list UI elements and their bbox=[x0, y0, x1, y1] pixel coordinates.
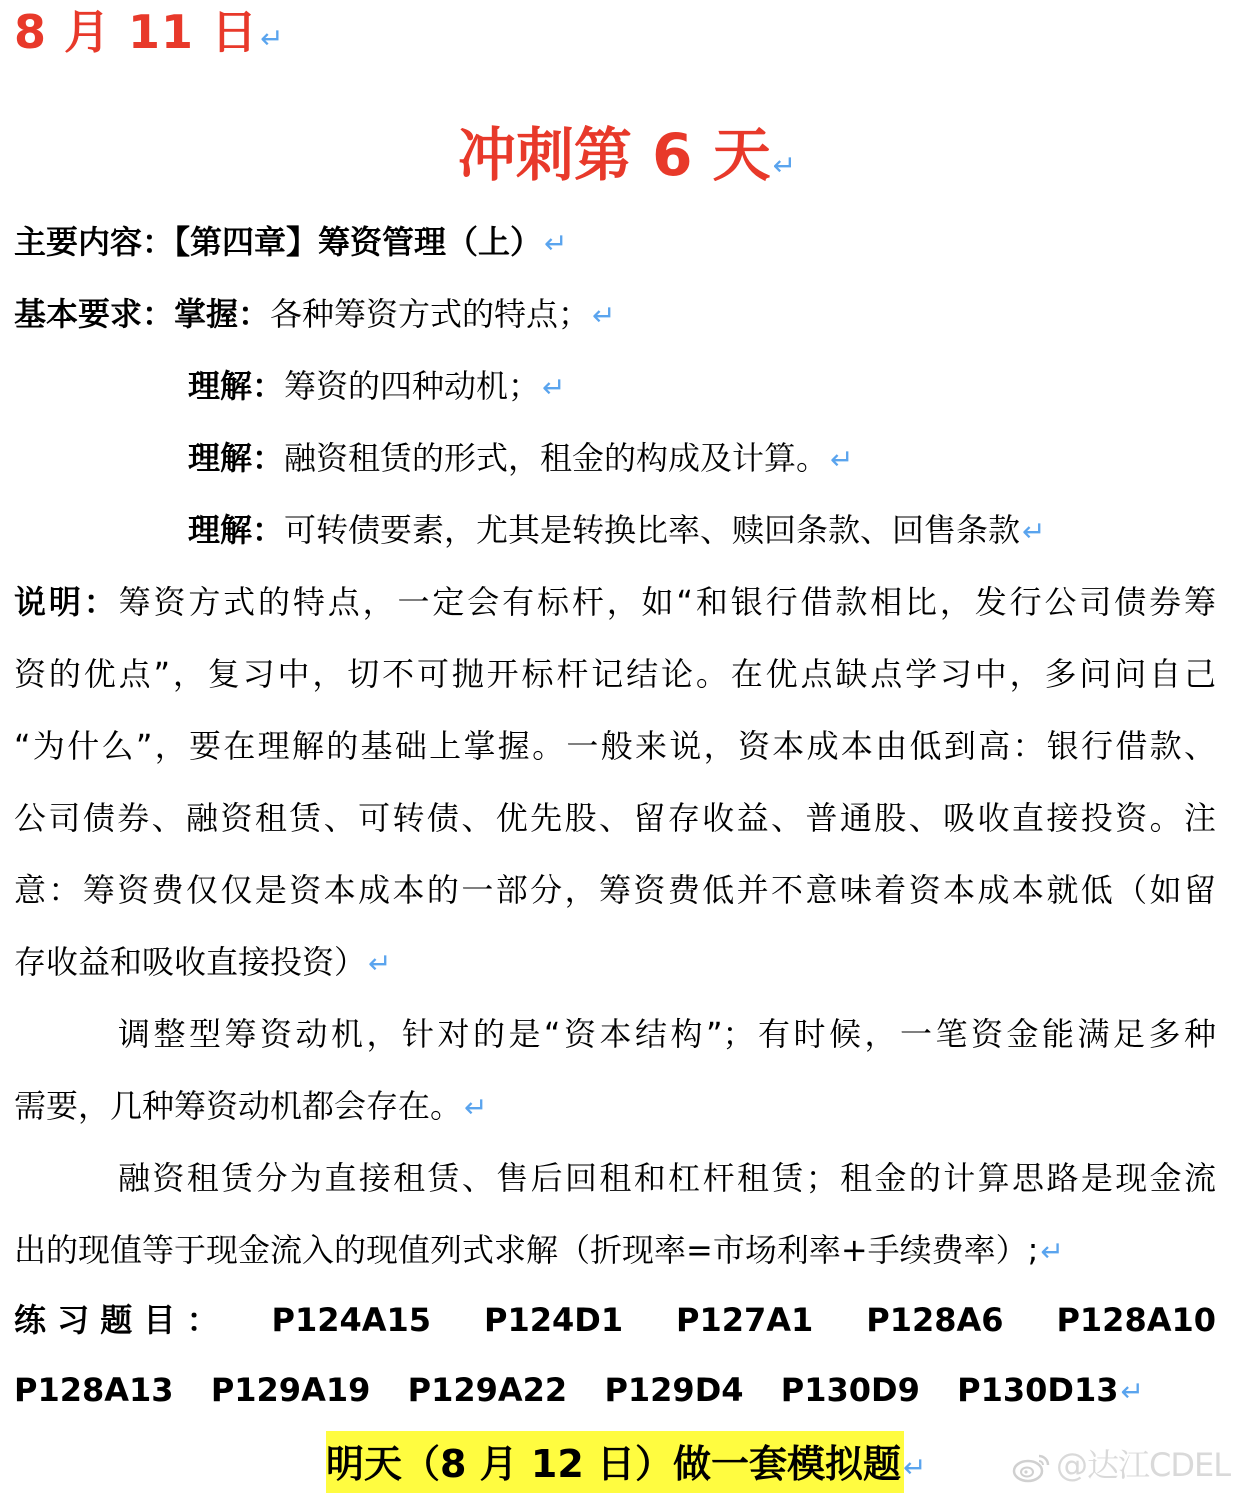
tomorrow-text: 明天（8 月 12 日）做一套模拟题 bbox=[326, 1442, 902, 1486]
weibo-icon bbox=[1012, 1451, 1052, 1483]
watermark bbox=[1012, 1440, 1230, 1486]
paragraph-mark-icon: ↵ bbox=[368, 947, 392, 980]
requirement-level: 理解： bbox=[188, 511, 285, 549]
requirements-label: 基本要求： bbox=[14, 295, 175, 333]
explanation-line bbox=[14, 942, 391, 984]
page-title bbox=[0, 108, 1254, 192]
requirement-item bbox=[188, 510, 1046, 552]
tomorrow-notice bbox=[326, 1441, 926, 1491]
paragraph-mark-icon: ↵ bbox=[772, 149, 797, 182]
practice-item: P124D1 bbox=[484, 1301, 624, 1339]
practice-row-2 bbox=[14, 1370, 1144, 1412]
practice-item: P127A1 bbox=[676, 1301, 814, 1339]
practice-item: P128A6 bbox=[866, 1301, 1004, 1339]
requirement-level: 掌握： bbox=[174, 295, 271, 333]
paragraph-mark-icon: ↵ bbox=[1040, 1235, 1064, 1268]
practice-item: P124A15 bbox=[271, 1301, 432, 1339]
explanation-text: 筹资方式的特点，一定会有标杆，如“和银行借款相比，发行公司债券筹 bbox=[118, 583, 1216, 621]
practice-row-1 bbox=[14, 1300, 1216, 1340]
explanation-line: 意：筹资费仅仅是资本成本的一部分，筹资费低并不意味着资本成本就低（如留 bbox=[14, 871, 1216, 909]
main-content-value: 【第四章】筹资管理（上） bbox=[174, 223, 543, 261]
motive-line bbox=[14, 1086, 487, 1128]
paragraph-mark-icon: ↵ bbox=[260, 22, 285, 55]
requirement-text: 筹资的四种动机； bbox=[284, 367, 541, 405]
motive-line: 调整型筹资动机，针对的是“资本结构”；有时候，一笔资金能满足多种 bbox=[118, 1015, 1216, 1053]
date-text: 8 月 11 日 bbox=[14, 5, 259, 59]
requirement-text: 可转债要素，尤其是转换比率、赎回条款、回售条款 bbox=[284, 511, 1021, 549]
requirement-item bbox=[14, 294, 616, 336]
requirement-item bbox=[188, 438, 854, 480]
paragraph-mark-icon: ↵ bbox=[544, 227, 568, 260]
paragraph-mark-icon: ↵ bbox=[830, 443, 854, 476]
practice-item: P128A13 bbox=[14, 1371, 174, 1409]
explanation-label: 说明： bbox=[14, 583, 119, 621]
lease-text: 出的现值等于现金流入的现值列式求解（折现率=市场利率+手续费率）; bbox=[14, 1231, 1039, 1269]
explanation-line bbox=[14, 582, 1216, 622]
practice-item: P130D13 bbox=[957, 1371, 1119, 1409]
main-content-label: 主要内容： bbox=[14, 223, 175, 261]
watermark-text: @达江CDEL bbox=[1056, 1446, 1231, 1484]
practice-item: P129A22 bbox=[407, 1371, 568, 1409]
explanation-line: 资的优点”，复习中，切不可抛开标杆记结论。在优点缺点学习中，多问问自己 bbox=[14, 655, 1216, 693]
paragraph-mark-icon: ↵ bbox=[903, 1451, 927, 1484]
explanation-line: 公司债券、融资租赁、可转债、优先股、留存收益、普通股、吸收直接投资。注 bbox=[14, 799, 1216, 837]
practice-item: P129D4 bbox=[604, 1371, 744, 1409]
paragraph-mark-icon: ↵ bbox=[464, 1091, 488, 1124]
requirement-level: 理解： bbox=[188, 367, 285, 405]
motive-text: 需要，几种筹资动机都会存在。 bbox=[14, 1087, 463, 1125]
lease-line: 融资租赁分为直接租赁、售后回租和杠杆租赁；租金的计算思路是现金流 bbox=[118, 1159, 1216, 1197]
main-content-line bbox=[14, 222, 568, 264]
requirement-text: 各种筹资方式的特点； bbox=[270, 295, 591, 333]
lease-line bbox=[14, 1230, 1064, 1272]
practice-item: P130D9 bbox=[780, 1371, 920, 1409]
requirement-text: 融资租赁的形式，租金的构成及计算。 bbox=[284, 439, 829, 477]
explanation-text: 存收益和吸收直接投资） bbox=[14, 943, 367, 981]
title-text: 冲刺第 6 天 bbox=[457, 121, 771, 189]
practice-item: P129A19 bbox=[210, 1371, 371, 1409]
requirement-level: 理解： bbox=[188, 439, 285, 477]
explanation-line: “为什么”，要在理解的基础上掌握。一般来说，资本成本由低到高：银行借款、 bbox=[14, 727, 1216, 765]
practice-label: 练 习 题 目 ： bbox=[14, 1301, 219, 1339]
practice-item: P128A10 bbox=[1056, 1301, 1216, 1339]
paragraph-mark-icon: ↵ bbox=[592, 299, 616, 332]
paragraph-mark-icon: ↵ bbox=[542, 371, 566, 404]
paragraph-mark-icon: ↵ bbox=[1120, 1375, 1144, 1408]
paragraph-mark-icon: ↵ bbox=[1022, 515, 1046, 548]
requirement-item bbox=[188, 366, 566, 408]
date-heading bbox=[14, 0, 285, 62]
